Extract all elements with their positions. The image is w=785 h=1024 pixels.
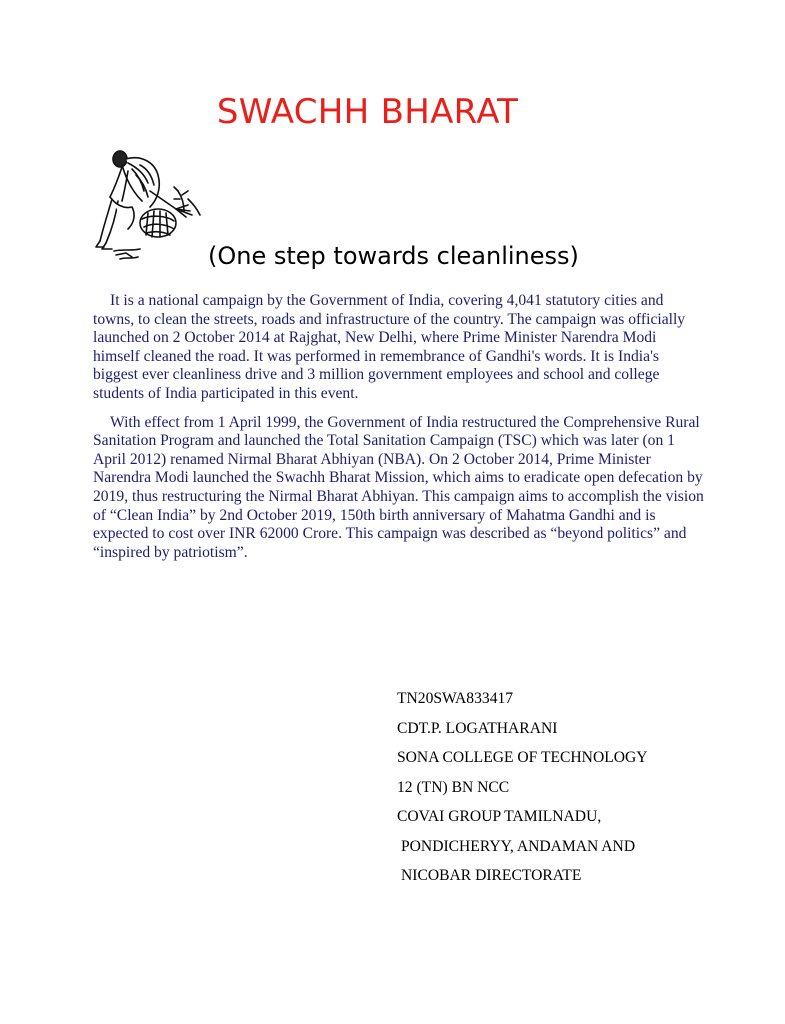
group-line-3: NICOBAR DIRECTORATE — [401, 867, 582, 884]
page-title: SWACHH BHARAT — [216, 92, 519, 132]
paragraph: With effect from 1 April 1999, the Government of India restructured the Comprehensive Rural Sanitation Program and launched the Total Sanitation Campaign (TSC) which was later (on 1 April 2012) renamed Nirmal Bharat Abhiyan (NBA). On 2 October 2014, Prime Minister Narendra Modi launched the Swachh Bharat Mission, which aims to eradicate open defecation by 2019, thus restructuring the Nirmal Bharat Abhiyan. This campaign aims to accomplish the vision of “Clean India” by 2nd October 2019, 150th birth anniversary of Mahatma Gandhi and is expected to cost over INR 62000 Crore. This campaign was described as “beyond politics” and “inspired by patriotism”. — [93, 413, 704, 561]
battalion: 12 (TN) BN NCC — [397, 778, 510, 796]
group-line-2: PONDICHERYY, ANDAMAN AND — [401, 837, 636, 855]
article-body — [93, 292, 705, 572]
cadet-number: TN20SWA833417 — [397, 690, 514, 707]
gandhi-sweeping-icon — [92, 145, 217, 270]
cadet-name: CDT.P. LOGATHARANI — [397, 719, 558, 737]
paragraph: It is a national campaign by the Government of India, covering 4,041 statutory cities and towns, to clean the streets, roads and infrastructure of the country. The campaign was officially launched on 2 October 2014 at Rajghat, New Delhi, where Prime Minister Narendra Modi himself cleaned the road. It was performed in remembrance of Gandhi's words. It is India's biggest ever cleanliness drive and 3 million government employees and school and college students of India participated in this event. — [93, 292, 686, 402]
page-subtitle: (One step towards cleanliness) — [208, 242, 579, 270]
college-name: SONA COLLEGE OF TECHNOLOGY — [397, 749, 648, 766]
author-signature-block — [397, 690, 648, 897]
group-line-1: COVAI GROUP TAMILNADU, — [397, 808, 602, 825]
